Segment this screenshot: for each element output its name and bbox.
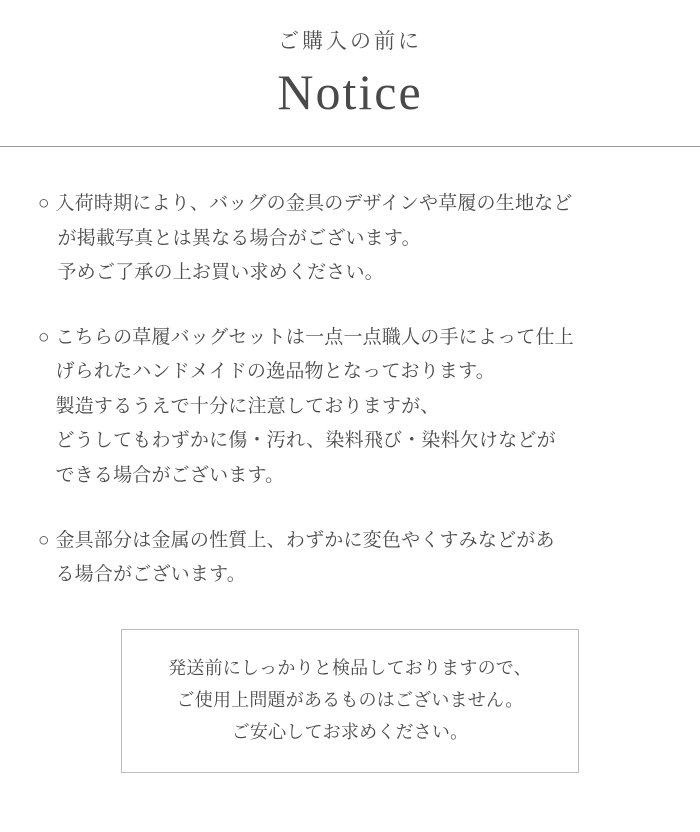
page-header	[0, 0, 700, 121]
notice-item	[38, 187, 670, 291]
assurance-line: 発送前にしっかりと検品しておりますので、	[168, 657, 532, 678]
notice-item-text	[55, 187, 572, 291]
notice-line: できる場合がございます。	[55, 465, 285, 487]
notice-line: が掲載写真とは異なる場合がございます。	[57, 227, 421, 249]
notice-line: げられたハンドメイドの逸品物となっております。	[55, 361, 495, 383]
notice-line: る場合がございます。	[55, 564, 246, 586]
page-title: Notice	[277, 63, 423, 120]
bullet-icon: ○	[38, 326, 50, 348]
assurance-line: ご安心してお求めください。	[231, 721, 469, 742]
notice-item	[38, 321, 670, 494]
header-subtitle: ご購入の前に	[278, 29, 422, 53]
assurance-box	[121, 629, 579, 773]
notice-line: どうしてもわずかに傷・汚れ、染料飛び・染料欠けなどが	[55, 430, 556, 452]
notice-line: こちらの草履バッグセットは一点一点職人の手によって仕上	[55, 326, 574, 348]
notice-item-text	[55, 524, 554, 593]
assurance-box-wrapper	[0, 629, 700, 773]
notice-item	[38, 524, 670, 593]
notice-list	[0, 147, 700, 593]
bullet-icon: ○	[38, 529, 50, 551]
notice-line: 入荷時期により、バッグの金具のデザインや草履の生地など	[55, 193, 573, 214]
notice-item-text	[55, 321, 573, 494]
notice-line: 製造するうえで十分に注意しておりますが、	[55, 395, 440, 417]
assurance-line: ご使用上問題があるものはございません。	[176, 689, 524, 710]
bullet-icon: ○	[38, 193, 50, 214]
notice-line: 予めご了承の上お買い求めください。	[57, 262, 384, 284]
notice-line: 金具部分は金属の性質上、わずかに変色やくすみなどがあ	[55, 529, 555, 551]
